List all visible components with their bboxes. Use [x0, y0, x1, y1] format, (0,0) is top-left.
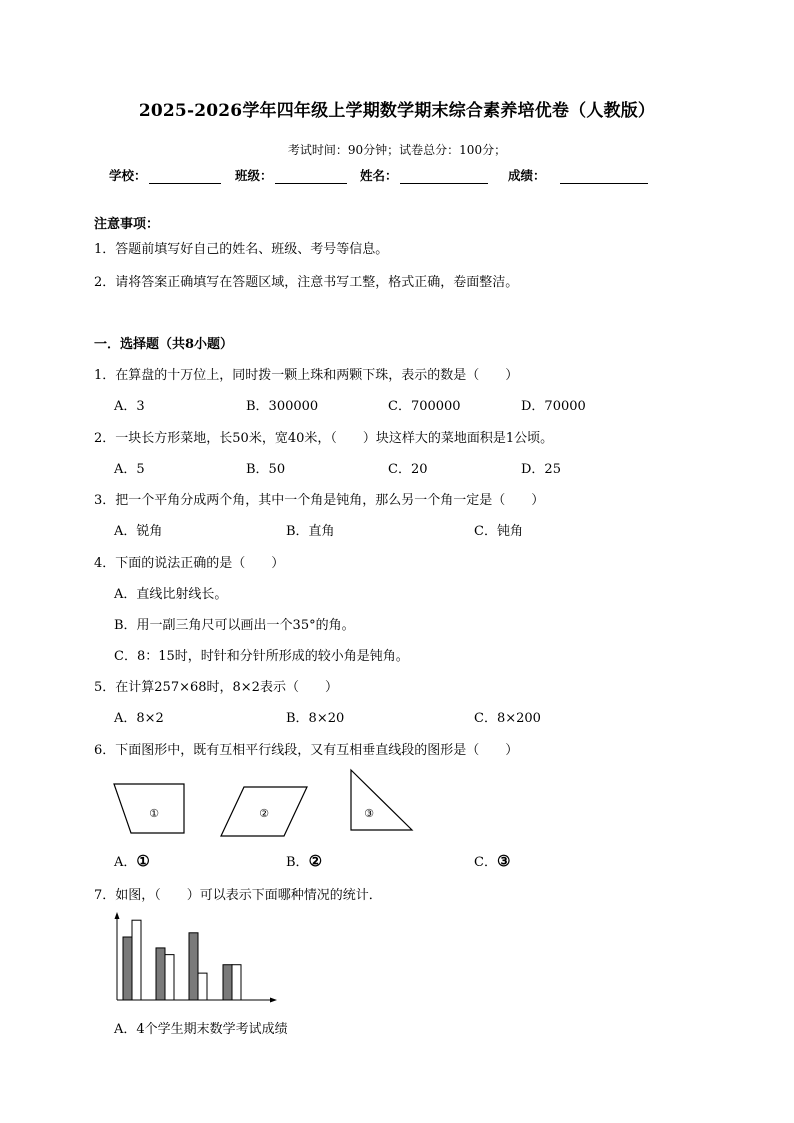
q5-option-c[interactable]: C．8×200	[474, 711, 541, 726]
q5-option-b[interactable]: B．8×20	[286, 711, 345, 726]
q7-option-a[interactable]: A．4个学生期末数学考试成绩	[114, 1022, 288, 1037]
q2-option-b[interactable]: B．50	[246, 462, 286, 477]
q6-option-c-label: C．	[474, 855, 497, 870]
q1-option-d[interactable]: D．70000	[521, 399, 586, 414]
class-label: 班级：	[235, 168, 273, 183]
chart-bars	[123, 920, 241, 1000]
q2-option-c[interactable]: C．20	[388, 462, 428, 477]
exam-info: 考试时间：90分钟；试卷总分：100分；	[287, 143, 507, 157]
figure-label-1: ①	[149, 807, 159, 820]
q4-option-b[interactable]: B．用一副三角尺可以画出一个35°的角。	[114, 618, 355, 633]
q6-option-a-label: A．	[114, 855, 137, 870]
q6-option-b-mark: ②	[308, 852, 323, 870]
q6-option-c-mark: ③	[496, 852, 511, 870]
score-label: 成绩：	[508, 168, 546, 183]
question-1: 1．在算盘的十万位上，同时拨一颗上珠和两颗下珠，表示的数是（ ）	[94, 368, 519, 383]
name-label: 姓名：	[360, 168, 398, 183]
chart-bar-1-1	[123, 937, 132, 1000]
q6-option-a-mark: ①	[136, 852, 150, 870]
q3-option-a[interactable]: A．锐角	[114, 524, 163, 539]
note-item: 2．请将答案正确填写在答题区域，注意书写工整，格式正确，卷面整洁。	[94, 275, 519, 290]
question-5: 5．在计算257×68时，8×2表示（ ）	[94, 680, 338, 695]
question-6: 6．下面图形中，既有互相平行线段，又有互相垂直线段的图形是（ ）	[94, 743, 519, 758]
q1-option-c[interactable]: C．700000	[388, 399, 461, 414]
chart-bar-2-1	[156, 948, 165, 1000]
chart-bar-4-1	[223, 965, 232, 1000]
note-item: 1．答题前填写好自己的姓名、班级、考号等信息。	[94, 242, 389, 257]
q4-option-a[interactable]: A．直线比射线长。	[114, 587, 228, 602]
q4-option-c[interactable]: C．8：15时，时针和分针所形成的较小角是钝角。	[114, 649, 409, 664]
chart-bar-3-2	[198, 973, 207, 1000]
question-4: 4．下面的说法正确的是（ ）	[94, 556, 285, 571]
figure-label-2: ②	[259, 807, 269, 820]
q1-option-b[interactable]: B．300000	[246, 399, 319, 414]
question-3: 3．把一个平角分成两个角，其中一个角是钝角，那么另一个角一定是（ ）	[94, 493, 545, 508]
q2-option-d[interactable]: D．25	[521, 462, 561, 477]
exam-title: 2025-2026学年四年级上学期数学期末综合素养培优卷（人教版）	[138, 101, 656, 121]
q6-option-b-label: B．	[286, 855, 309, 870]
question-7: 7．如图，（ ）可以表示下面哪种情况的统计．	[94, 888, 382, 903]
chart-bar-4-2	[232, 965, 241, 1000]
chart-bar-3-1	[189, 933, 198, 1000]
chart-bar-2-2	[165, 955, 174, 1000]
q1-option-a[interactable]: A．3	[114, 399, 145, 414]
notes-heading: 注意事项：	[94, 217, 160, 232]
section-heading: 一．选择题（共8小题）	[94, 337, 234, 352]
figure-label-3: ③	[364, 807, 374, 820]
school-label: 学校：	[109, 168, 147, 183]
q3-option-b[interactable]: B．直角	[286, 524, 335, 539]
q2-option-a[interactable]: A．5	[114, 462, 145, 477]
q5-option-a[interactable]: A．8×2	[114, 711, 164, 726]
y-axis-arrow	[115, 912, 120, 919]
q3-option-c[interactable]: C．钝角	[474, 524, 523, 539]
x-axis-arrow	[270, 998, 277, 1003]
question-2: 2．一块长方形菜地，长50米，宽40米，（ ）块这样大的菜地面积是1公顷。	[94, 431, 554, 446]
chart-bar-1-2	[132, 920, 141, 1000]
